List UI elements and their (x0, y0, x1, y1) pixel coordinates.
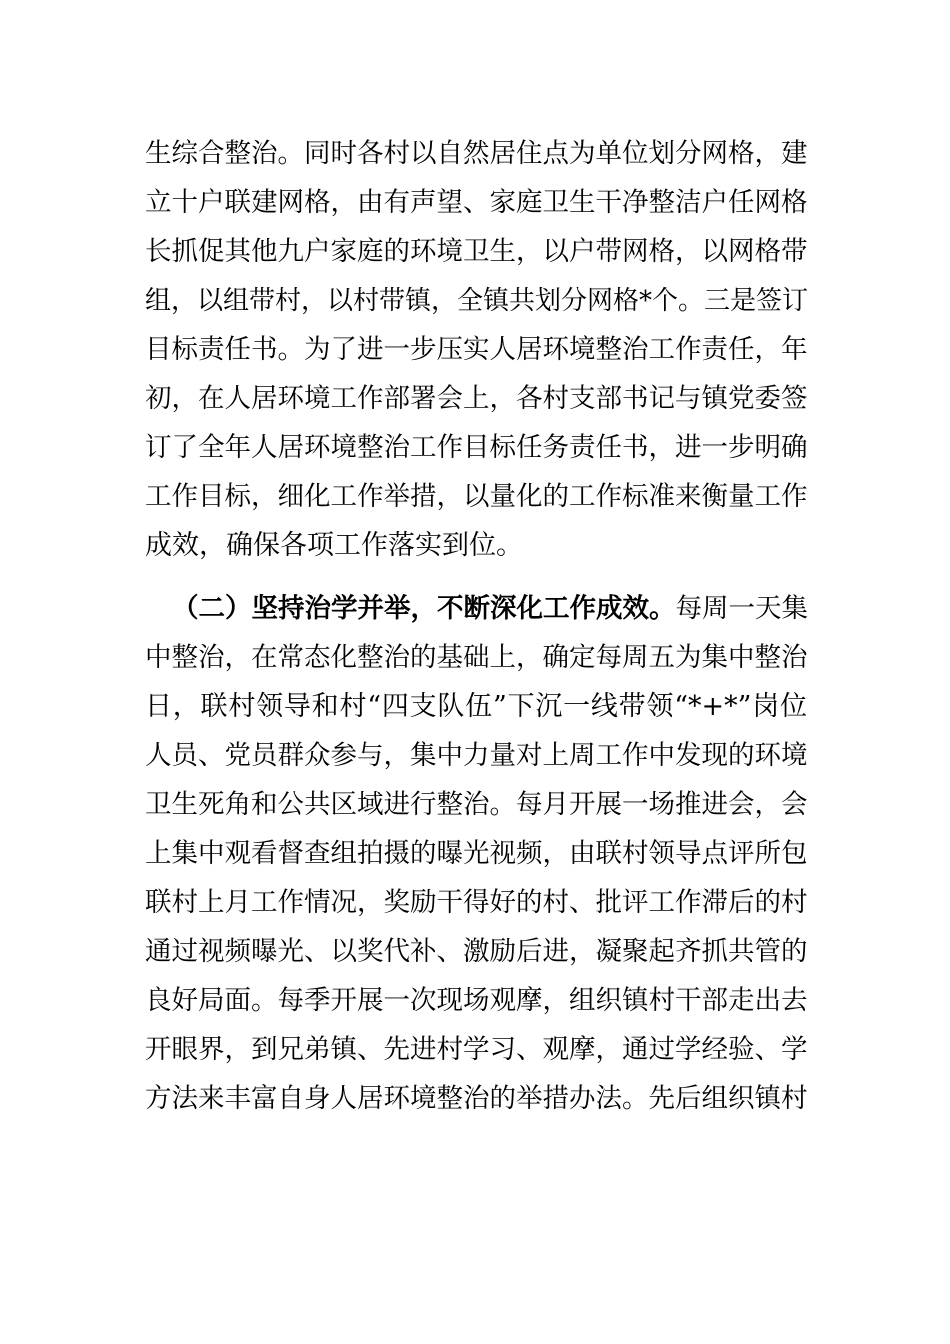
paragraph-text: 每周一天集 (675, 593, 808, 624)
paragraph-line: 通过视频曝光、以奖代补、激励后进，凝聚起齐抓共管的 (145, 936, 808, 967)
paragraph-line: 初，在人居环境工作部署会上，各村支部书记与镇党委签 (145, 383, 808, 414)
section-heading: （二）坚持治学并举，不断深化工作成效。 (172, 593, 676, 624)
paragraph-line: 方法来丰富自身人居环境整治的举措办法。先后组织镇村 (145, 1083, 808, 1114)
paragraph-line: 日，联村领导和村“四支队伍”下沉一线带领“*+*”岗位 (145, 691, 807, 722)
paragraph-line: 组，以组带村，以村带镇，全镇共划分网格*个。三是签订 (145, 286, 809, 316)
paragraph-line: 生综合整治。同时各村以自然居住点为单位划分网格，建 (145, 138, 808, 169)
paragraph-line: 工作目标，细化工作举措，以量化的工作标准来衡量工作 (145, 481, 808, 512)
paragraph-line: 上集中观看督查组拍摄的曝光视频，由联村领导点评所包 (145, 838, 808, 869)
paragraph-line: 成效，确保各项工作落实到位。 (145, 530, 523, 561)
paragraph-line: 立十户联建网格，由有声望、家庭卫生干净整洁户任网格 (145, 187, 808, 218)
paragraph-line: 目标责任书。为了进一步压实人居环境整治工作责任，年 (145, 334, 808, 365)
paragraph-line: 良好局面。每季开展一次现场观摩，组织镇村干部走出去 (145, 985, 808, 1016)
paragraph-line: 长抓促其他九户家庭的环境卫生，以户带网格，以网格带 (145, 236, 808, 267)
paragraph-line: 中整治，在常态化整治的基础上，确定每周五为集中整治 (145, 642, 808, 673)
paragraph-line: 联村上月工作情况，奖励干得好的村、批评工作滞后的村 (145, 887, 808, 918)
paragraph-line: 开眼界，到兄弟镇、先进村学习、观摩，通过学经验、学 (145, 1034, 808, 1065)
paragraph-line: 卫生死角和公共区域进行整治。每月开展一场推进会，会 (145, 789, 808, 820)
section-heading-line (172, 589, 807, 629)
paragraph-line: 订了全年人居环境整治工作目标任务责任书，进一步明确 (145, 432, 808, 463)
paragraph-line: 人员、党员群众参与，集中力量对上周工作中发现的环境 (145, 740, 808, 771)
